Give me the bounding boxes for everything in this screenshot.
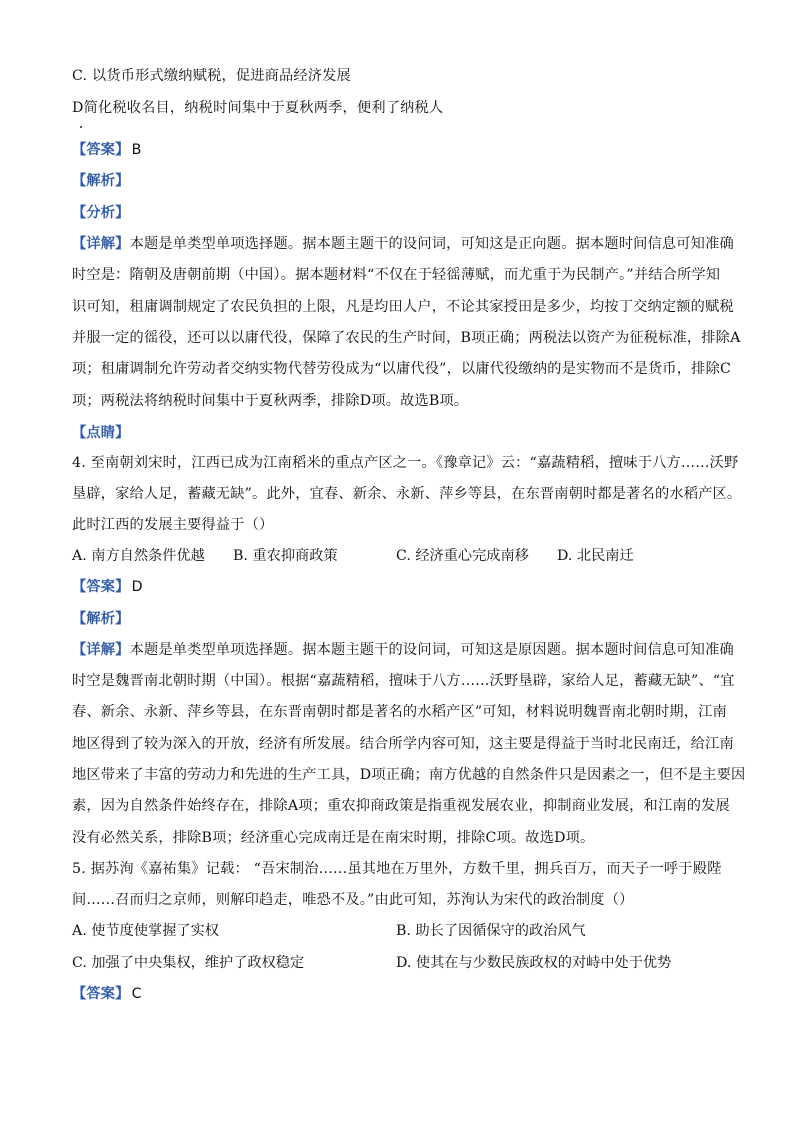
q4-stem-line-1: 4. 至南朝刘宋时，江西已成为江南稻米的重点产区之一。《豫章记》云：“嘉蔬精稻，擅味于八方……沃野 (72, 455, 739, 471)
q4-detail-line-2: 时空是魏晋南北朝时期（中国）。根据“嘉蔬精稻，擅味于八方……沃野垦辟，家给人足，蓄藏无缺”、“宜 (72, 673, 735, 689)
q3-fenxi (72, 203, 130, 223)
q5-stem-line-2: 间……召而归之京师，则解印趋走，唯恐不及。”由此可知，苏洵认为宋代的政治制度（） (72, 892, 634, 908)
q5-answer (72, 984, 142, 1004)
q3-detail-line-6: 项；两税法将纳税时间集中于夏秋两季，排除D项。故选B项。 (72, 393, 469, 409)
answer-value: C (131, 986, 142, 1002)
q3-detail-line-3: 识可知，租庸调制规定了农民负担的上限，凡是均田人户，不论其家授田是多少，均按丁交纳定额的赋税 (72, 299, 734, 315)
q3-jiexi (72, 171, 130, 191)
q3-detail-line-2: 时空是：隋朝及唐朝前期（中国）。据本题材料“不仅在于轻徭薄赋，而尤重于为民制产。”并结合所学知 (72, 267, 721, 283)
answer-tag: 【答案】 (72, 986, 130, 1002)
q4-stem-line-3: 此时江西的发展主要得益于（） (72, 517, 274, 533)
answer-value: B (131, 142, 142, 158)
analysis-tag: 【解析】 (72, 611, 130, 627)
q4-option-d: D. 北民南迁 (557, 548, 634, 564)
stray-mark (80, 126, 82, 128)
q4-option-c: C. 经济重心完成南移 (396, 548, 529, 564)
q4-detail-line-7: 没有必然关系，排除B项；经济重心完成南迁是在南宋时期，排除C项。故选D项。 (72, 830, 595, 846)
q3-option-c: C. 以货币形式缴纳赋税，促进商品经济发展 (72, 68, 351, 84)
q4-detail-line-6: 素，因为自然条件始终存在，排除A项；重农抑商政策是指重视发展农业，抑制商业发展，和江南的发展 (72, 798, 730, 814)
analysis-tag: 【解析】 (72, 173, 130, 189)
fenxi-tag: 【分析】 (72, 205, 130, 221)
q4-detail-line-5: 地区带来了丰富的劳动力和先进的生产工具，D项正确；南方优越的自然条件只是因素之一，但不是主要因 (72, 767, 746, 783)
q3-detail-line-1 (72, 234, 734, 254)
q3-detail-line-4: 并服一定的徭役，还可以以庸代役，保障了农民的生产时间，B项正确；两税法以资产为征税标准，排除A (72, 330, 741, 346)
q4-jiexi (72, 609, 130, 629)
dianjing-tag: 【点睛】 (72, 425, 130, 441)
q3-option-d: D简化税收名目，纳税时间集中于夏秋两季，便利了纳税人 (72, 100, 444, 116)
q5-stem-line-1: 5. 据苏洵《嘉祐集》记载： “吾宋制治……虽其地在万里外，方数千里，拥兵百万，而天子一呼于殿陛 (72, 861, 722, 877)
q3-detail-line-5: 项；租庸调制允许劳动者交纳实物代替劳役成为“以庸代役”，以庸代役缴纳的是实物而不是货币，排除C (72, 361, 732, 377)
q4-detail-line-4: 地区得到了较为深入的开放，经济有所发展。结合所学内容可知，这主要是得益于当时北民南迁，给江南 (72, 736, 734, 752)
q4-detail-line-3: 春、新余、永新、萍乡等县，在东晋南朝时都是著名的水稻产区”可知，材料说明魏晋南北朝时期，江南 (72, 704, 727, 720)
answer-tag: 【答案】 (72, 142, 130, 158)
q4-stem-line-2: 垦辟，家给人足，蓄藏无缺”。此外，宜春、新余、永新、萍乡等县，在东晋南朝时都是著名的水稻产区。 (72, 486, 742, 502)
q4-option-b: B. 重农抑商政策 (233, 548, 338, 564)
q3-answer (72, 140, 142, 160)
q5-option-b: B. 助长了因循保守的政治风气 (396, 923, 586, 939)
q4-detail-line-1 (72, 640, 734, 660)
answer-value: D (131, 579, 143, 595)
q4-answer (72, 577, 143, 597)
answer-tag: 【答案】 (72, 579, 130, 595)
detail-tag: 【详解】 (72, 642, 130, 658)
q5-option-d: D. 使其在与少数民族政权的对峙中处于优势 (396, 955, 672, 971)
detail-tag: 【详解】 (72, 236, 130, 252)
q4-option-a: A. 南方自然条件优越 (72, 548, 205, 564)
detail-text: 本题是单类型单项选择题。据本题主题干的设问词，可知这是正向题。据本题时间信息可知准确 (129, 236, 734, 252)
q5-option-a: A. 使节度使掌握了实权 (72, 923, 219, 939)
q5-option-c: C. 加强了中央集权，维护了政权稳定 (72, 955, 305, 971)
detail-text: 本题是单类型单项选择题。据本题主题干的设问词，可知这是原因题。据本题时间信息可知准确 (129, 642, 734, 658)
q3-dianjing (72, 423, 130, 443)
